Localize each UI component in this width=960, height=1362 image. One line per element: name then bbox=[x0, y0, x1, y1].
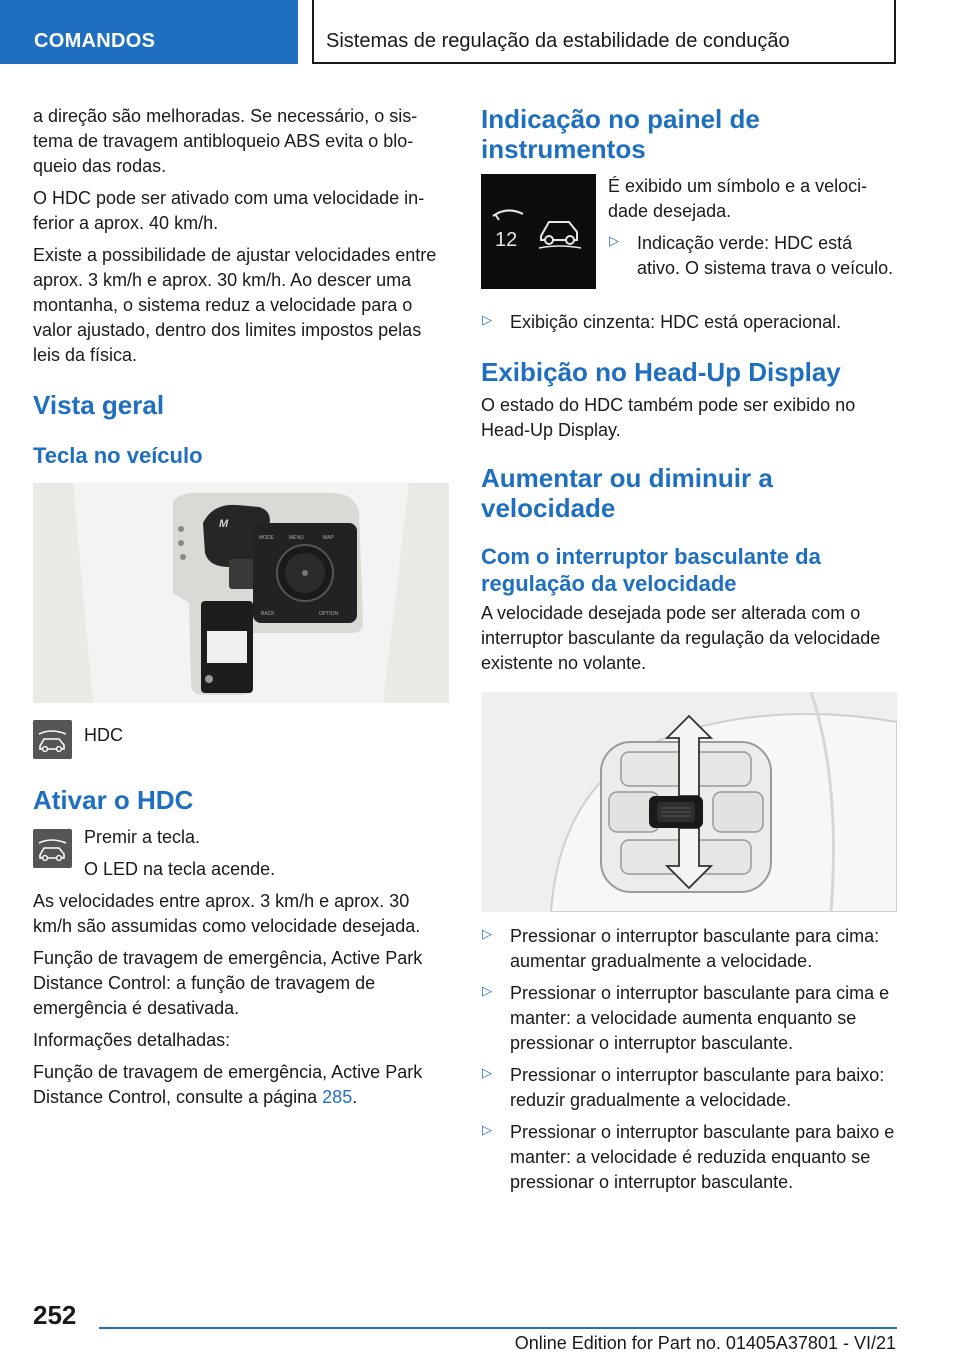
cluster-paragraph: É exibido um símbolo e a velocidade desejada. bbox=[608, 176, 868, 221]
bullet-triangle-icon: ▷ bbox=[482, 1065, 492, 1080]
hdc-label: HDC bbox=[84, 725, 123, 745]
activate-heading: Ativar o HDC bbox=[33, 785, 194, 815]
edition-footer: Online Edition for Part no. 01405A37801 - VI/21 bbox=[514, 1333, 896, 1353]
details-label: Informações detalhadas: bbox=[33, 1030, 231, 1050]
page-number: 252 bbox=[33, 1300, 77, 1330]
bullet-triangle-icon: ▷ bbox=[609, 233, 619, 248]
cluster-speed-readout: 12 bbox=[495, 229, 518, 251]
emergency-paragraph: Função de travagem de emergência, Active Park Distance Control: a função de travagem de emergência é desativada. bbox=[33, 948, 423, 1018]
section-title: COMANDOS bbox=[34, 30, 156, 52]
section-tab bbox=[0, 0, 298, 64]
intro-paragraph-2: O HDC pode ser ativado com uma velocidade inferior a aprox. 40 km/h. bbox=[33, 188, 425, 233]
footer-divider bbox=[99, 1327, 897, 1329]
chapter-header bbox=[312, 0, 896, 64]
press-key-step: Premir a tecla. bbox=[84, 827, 201, 847]
steering-wheel-switch-image bbox=[481, 692, 897, 912]
button-heading: Tecla no veículo bbox=[33, 443, 203, 468]
center-console-photo bbox=[33, 483, 449, 703]
hdc-key-legend bbox=[33, 721, 449, 765]
svg-text:MAP: MAP bbox=[323, 535, 334, 541]
cluster-section bbox=[481, 174, 899, 296]
page-reference-link[interactable]: 285 bbox=[322, 1087, 353, 1107]
chapter-title: Sistemas de regulação da estabilidade de condução bbox=[326, 30, 790, 52]
svg-text:BACK: BACK bbox=[261, 611, 275, 617]
switch-bullets bbox=[481, 924, 899, 1195]
switch-heading: Com o interruptor basculante da regulação da velocidade bbox=[481, 544, 821, 596]
overview-heading: Vista geral bbox=[33, 390, 165, 420]
intro-paragraph-3: Existe a possibilidade de ajustar velocidades entre aprox. 3 km/h e aprox. 30 km/h. Ao descer uma montanha, o sistema reduz a velocidade para o valor ajustado, dentro dos limites impostos pelas leis da física. bbox=[33, 245, 437, 365]
cluster-heading: Indicação no painel de instrumentos bbox=[481, 104, 760, 164]
bullet-grey: ▷ Exibição cinzenta: HDC está operacional. bbox=[482, 312, 842, 332]
bullet-item: ▷ Pressionar o interruptor basculante para baixo: reduzir gradualmente a velocidade. bbox=[482, 1065, 885, 1110]
activate-steps bbox=[33, 825, 449, 882]
bullet-triangle-icon: ▷ bbox=[482, 1122, 492, 1137]
svg-text:OPTION: OPTION bbox=[319, 611, 339, 617]
left-column bbox=[33, 104, 449, 1117]
hud-paragraph: O estado do HDC também pode ser exibido no Head-Up Display. bbox=[481, 395, 856, 440]
speed-heading: Aumentar ou diminuir a velocidade bbox=[481, 463, 773, 523]
reference-paragraph: Função de travagem de emergência, Active Park Distance Control, consulte a página 285. bbox=[33, 1062, 423, 1107]
instrument-cluster-image bbox=[481, 174, 596, 289]
hdc-icon bbox=[33, 720, 72, 759]
bullet-green: ▷ Indicação verde: HDC está ativo. O sistema trava o veículo. bbox=[609, 233, 894, 278]
gear-selector-logo: M bbox=[219, 518, 229, 530]
hud-heading: Exibição no Head-Up Display bbox=[481, 357, 841, 387]
intro-paragraph-1: a direção são melhoradas. Se necessário, o sistema de travagem antibloqueio ABS evita o bloqueio das rodas. bbox=[33, 106, 418, 176]
bullet-item: ▷ Pressionar o interruptor basculante para cima e manter: a velocidade aumenta enquanto se pressionar o interruptor basculante. bbox=[482, 983, 890, 1053]
hdc-icon bbox=[33, 829, 72, 868]
switch-paragraph: A velocidade desejada pode ser alterada com o interruptor basculante da regulação da velocidade existente no volante. bbox=[481, 603, 881, 673]
right-column bbox=[481, 104, 899, 1202]
bullet-triangle-icon: ▷ bbox=[482, 312, 492, 327]
bullet-triangle-icon: ▷ bbox=[482, 926, 492, 941]
bullet-item: ▷ Pressionar o interruptor basculante para cima: aumentar gradualmente a velocidade. bbox=[482, 926, 880, 971]
bullet-triangle-icon: ▷ bbox=[482, 983, 492, 998]
cluster-description bbox=[608, 174, 900, 288]
led-on-step: O LED na tecla acende. bbox=[84, 859, 276, 879]
hdc-symbol-icon bbox=[539, 222, 581, 248]
svg-text:MODE: MODE bbox=[259, 535, 274, 541]
speeds-paragraph: As velocidades entre aprox. 3 km/h e aprox. 30 km/h são assumidas como velocidade desejada. bbox=[33, 891, 421, 936]
bullet-item: ▷ Pressionar o interruptor basculante para baixo e manter: a velocidade é reduzida enquanto se pressionar o interruptor basculante. bbox=[482, 1122, 895, 1192]
svg-text:MENU: MENU bbox=[289, 535, 304, 541]
